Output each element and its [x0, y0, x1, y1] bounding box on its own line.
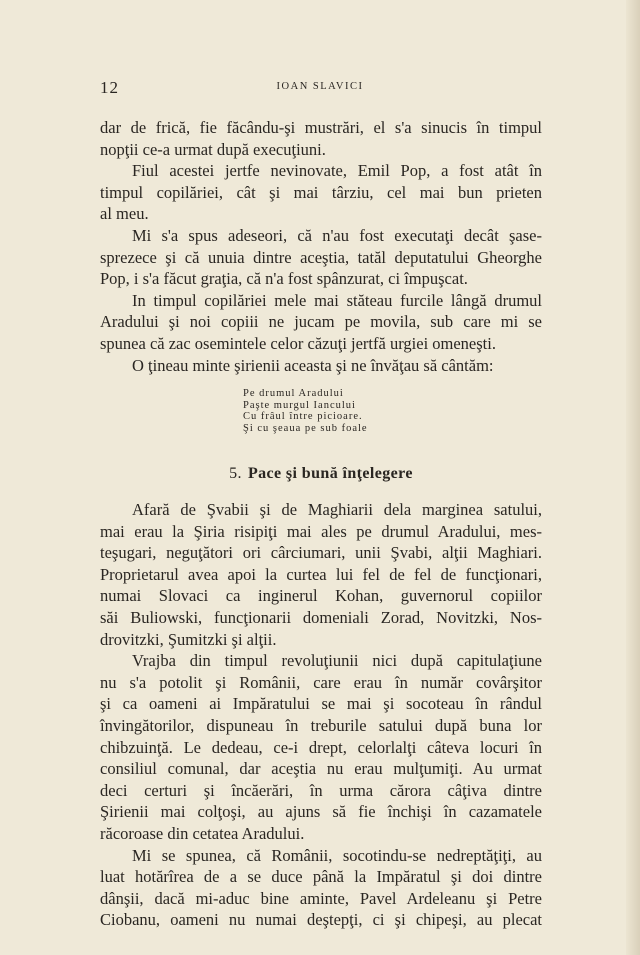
text-line: dar de frică, fie făcându-şi mustrări, el s'a sinucis în timpul: [100, 118, 542, 137]
text-line: consiliul comunal, dar aceştia nu erau mulţumiţi. Au urmat: [100, 759, 542, 779]
text-line: şi ca oameni ai Impăratului se mai şi socoteau în rândul: [100, 694, 542, 714]
text-line: numai Slovaci ca inginerul Kohan, guvernorul copiilor: [100, 586, 542, 606]
text-line: drovitzki, Şumitzki şi alţii.: [100, 629, 277, 649]
text-line: In timpul copilăriei mele mai stăteau furcile lângă drumul: [132, 290, 542, 310]
page-number: 12: [100, 78, 119, 97]
text-line: răcoroase din cetatea Aradului.: [100, 824, 305, 843]
text-line: Vrajba din timpul revoluţiunii nici după capitulaţiune: [132, 651, 542, 671]
section-title: Pace şi bună înţelegere: [247, 464, 413, 482]
text-line: chibzuinţă. Le dedeau, ce-i drept, celorlalţi câteva locuri în: [100, 737, 542, 757]
text-line: luat hotărîrea de a se duce până la Impăratul şi doi dintre: [100, 867, 542, 887]
text-line: timpul copilăriei, cât şi mai târziu, cel mai bun prieten: [100, 182, 542, 202]
text-line: Mi se spunea, că Românii, socotindu-se nedreptăţiţi, au: [132, 845, 542, 865]
section-heading: [100, 463, 542, 485]
text-line: al meu.: [100, 204, 149, 224]
text-line: Şirienii mai colţoşi, au ajuns să fie închişi în cazamatele: [100, 802, 542, 822]
poem-line: Pe drumul Aradului: [243, 388, 344, 400]
page-edge: [626, 0, 640, 955]
text-line: nopţii ce-a urmat după execuţiuni.: [100, 139, 326, 159]
text-line: Aradului şi noi copiii ne jucam pe movila, sub care mi se: [100, 312, 542, 332]
paragraphs-bottom: [100, 499, 542, 931]
page-header: [100, 78, 540, 98]
poem-verse: [243, 388, 542, 434]
text-line: teşugari, neguţători ori cârciumari, unii Şvabi, alţii Maghiari.: [100, 543, 542, 563]
poem-line: Cu frâul între picioare.: [243, 411, 363, 423]
text-line: nu s'a potolit şi Românii, care erau în număr covârşitor: [100, 672, 542, 692]
text-line: Afară de Şvabii şi de Maghiarii dela marginea satului,: [132, 500, 542, 520]
text-line: deci certuri şi încăerări, în urma cărora câţiva dintre: [100, 780, 542, 800]
text-line: Proprietarul avea apoi la curtea lui fel de fel de funcţionari,: [100, 564, 542, 584]
text-line: Ciobanu, oameni nu numai deştepţi, ci şi chipeşi, au plecat: [100, 910, 542, 930]
body-text: [100, 117, 542, 931]
running-head: IOAN SLAVICI: [276, 81, 364, 92]
text-line: sprezece şi că unuia dintre aceştia, tatăl deputatului Gheorghe: [100, 247, 542, 267]
poem-line: Şi cu şeaua pe sub foale: [243, 422, 368, 434]
paragraphs-top: [100, 117, 542, 376]
section-number: 5.: [229, 464, 242, 482]
text-line: spunea că zac osemintele celor căzuţi jertfă urgiei omeneşti.: [100, 333, 496, 353]
text-line: O ţineau minte şirienii aceasta şi ne învăţau să cântăm:: [132, 355, 494, 375]
poem-line: Paşte murgul Iancului: [243, 399, 356, 411]
text-line: învingătorilor, dispuneau în treburile satului după buna lor: [100, 716, 542, 736]
text-line: dânşii, dacă mi-aduc bine aminte, Pavel Ardeleanu şi Petre: [100, 888, 542, 908]
text-line: săi Buliowski, funcţionarii domeniali Zorad, Novitzki, Nos-: [100, 608, 542, 628]
text-line: Fiul acestei jertfe nevinovate, Emil Pop, a fost atât în: [132, 161, 542, 181]
text-line: Mi s'a spus adeseori, că n'au fost executaţi decât şase-: [132, 225, 542, 245]
text-line: Pop, i s'a făcut graţia, că n'a fost spânzurat, ci împuşcat.: [100, 269, 468, 289]
text-line: mai erau la Şiria risipiţi mai ales pe drumul Aradului, mes-: [100, 521, 542, 541]
